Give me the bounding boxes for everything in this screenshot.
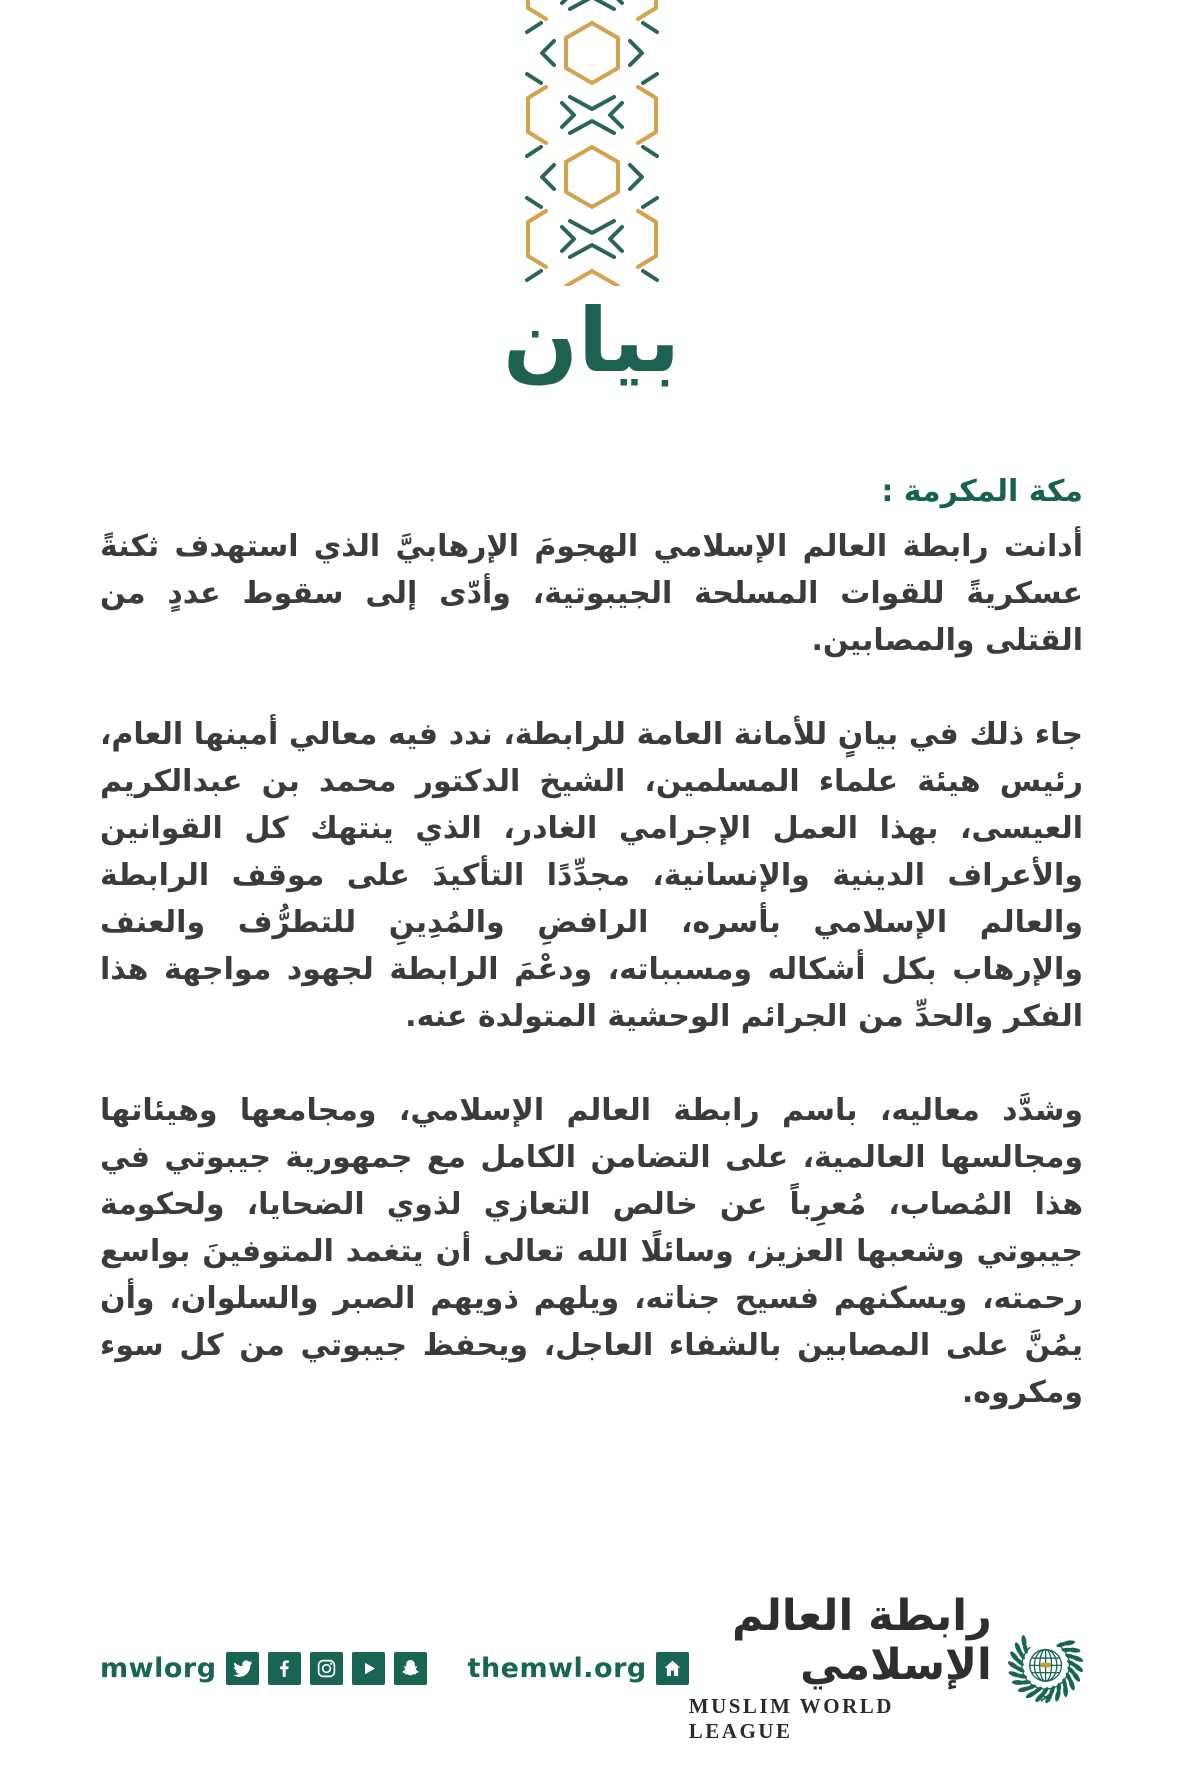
statement-paragraph: جاء ذلك في بيانٍ للأمانة العامة للرابطة، ندد فيه معالي أمينها العام، رئيس هيئة علماء المسلمين، الشيخ الدكتور محمد بن عبدالكريم العيسى، بهذا العمل الإجرامي الغادر، الذي ينتهك كل القوانين والأعراف الدينية والإنسانية، مجدِّدًا التأكيدَ على موقف الرابطة والعالم الإسلامي بأسره، الرافضِ والمُدِينِ للتطرُّف والعنف والإرهاب بكل أشكاله ومسبباته، ودعْمَ الرابطة لجهود مواجهة هذا الفكر والحدِّ من الجرائم الوحشية المتولدة عنه. <box>100 717 1083 1034</box>
page-title: بيان <box>502 289 681 392</box>
home-icon[interactable] <box>656 1652 689 1685</box>
website-url: themwl.org <box>467 1652 647 1684</box>
youtube-icon[interactable] <box>352 1652 385 1685</box>
org-names <box>689 1592 992 1745</box>
footer-social-bar <box>100 1652 689 1685</box>
org-name-arabic: رابطة العالم الإسلامي <box>732 1590 992 1690</box>
snapchat-icon[interactable] <box>394 1652 427 1685</box>
statement-body <box>100 472 1083 1463</box>
instagram-icon[interactable] <box>310 1652 343 1685</box>
hexagon-geometric-pattern-icon <box>522 0 662 286</box>
statement-paragraph: أدانت رابطة العالم الإسلامي الهجومَ الإرهابيَّ الذي استهدف ثكنةً عسكريةً للقوات المسلحة الجيبوتية، وأدّى إلى سقوط عددٍ من القتلى والمصابين. <box>100 529 1083 658</box>
footer <box>100 1590 1085 1744</box>
wreath-globe-logo-icon <box>1006 1611 1085 1725</box>
facebook-icon[interactable] <box>268 1652 301 1685</box>
org-name-english: MUSLIM WORLD LEAGUE <box>688 1694 894 1744</box>
twitter-icon[interactable] <box>226 1652 259 1685</box>
statement-paragraph: وشدَّد معاليه، باسم رابطة العالم الإسلامي، ومجامعها وهيئاتها ومجالسها العالمية، على التضامن الكامل مع جمهورية جيبوتي في هذا المُصاب، مُعرِباً عن خالص التعازي لذوي الضحايا، ولحكومة جيبوتي وشعبها العزيز، وسائلًا الله تعالى أن يتغمد المتوفينَ بواسع رحمته، ويسكنهم فسيح جناته، ويلهم ذويهم الصبر والسلوان، وأن يمُنَّ على المصابين بالشفاء العاجل، ويحفظ جيبوتي من كل سوء ومكروه. <box>100 1093 1083 1410</box>
location-heading: مكة المكرمة : <box>881 474 1083 509</box>
social-handle: mwlorg <box>100 1652 217 1684</box>
org-brand <box>689 1592 1085 1745</box>
